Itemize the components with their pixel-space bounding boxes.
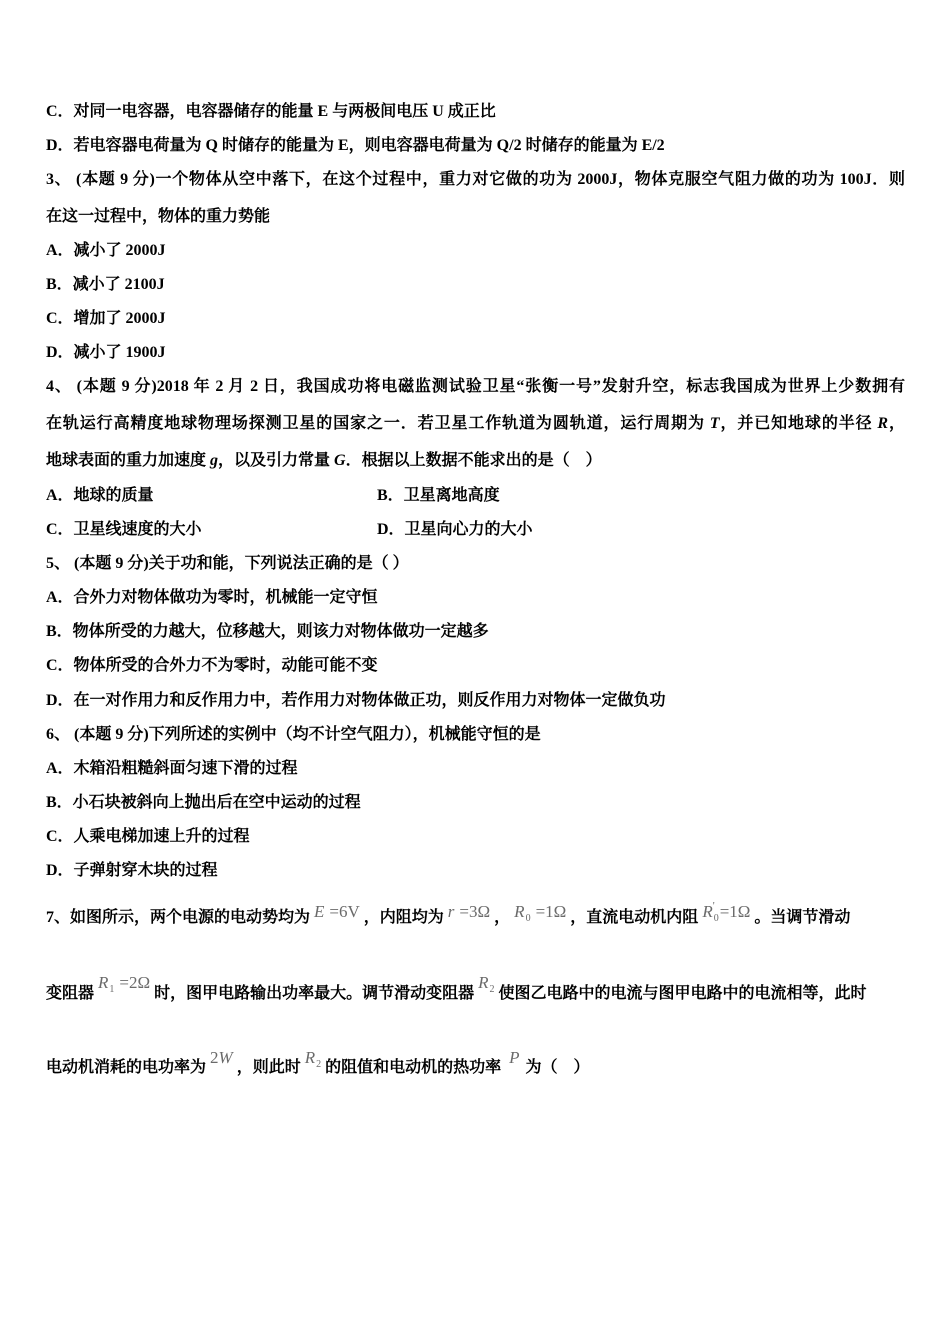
- q7-line-2-text-1: 变阻器: [46, 985, 95, 1002]
- q6-option-d: D．子弹射穿木块的过程: [46, 862, 218, 879]
- formula-internal-resistance-symbol: r: [447, 902, 455, 921]
- q6-option-c: C．人乘电梯加速上升的过程: [46, 828, 250, 845]
- q7-line-3-text-2: ，则此时: [236, 1059, 301, 1076]
- q7-line-1-text-1: 7、如图所示，两个电源的电动势均为: [46, 909, 311, 926]
- q7-stem-line-1: [46, 900, 851, 930]
- gravity-variable: g: [210, 452, 219, 469]
- q3-option-a: A．减小了 2000J: [46, 242, 166, 259]
- formula-heat-power: [509, 1048, 519, 1068]
- formula-r1-subscript: 1: [109, 984, 115, 995]
- q7-line-1-text-4: ，直流电动机内阻: [570, 909, 699, 926]
- q3-stem-line-1: 3、 (本题 9 分)一个物体从空中落下，在这个过程中，重力对它做的功为 2000J，物体克服空气阻力做的功为 100J．则: [46, 171, 905, 188]
- q7-line-2-text-2: 时，图甲电路输出功率最大。调节滑动变阻器: [154, 985, 475, 1002]
- q4-option-b: B．卫星离地高度: [377, 487, 500, 504]
- formula-r0-subscript: 0: [525, 913, 531, 924]
- q7-line-3-text-4: 为（ ）: [525, 1059, 590, 1076]
- q2-option-d: D．若电容器电荷量为 Q 时储存的能量为 E，则电容器电荷量为 Q/2 时储存的能量为 E/2: [46, 137, 665, 154]
- formula-emf: [314, 902, 360, 922]
- formula-r0-symbol: R: [514, 902, 525, 921]
- formula-motor-power-unit: W: [218, 1048, 233, 1067]
- formula-motor-power: [210, 1048, 233, 1068]
- q4-stem-line-2-text-3: ，: [888, 415, 905, 432]
- formula-motor-resistance-symbol: R: [702, 902, 713, 921]
- q4-option-d: D．卫星向心力的大小: [377, 521, 533, 538]
- formula-internal-resistance: [448, 902, 490, 922]
- q5-option-c: C．物体所受的合外力不为零时，动能可能不变: [46, 657, 378, 674]
- formula-r1-value: =2Ω: [119, 973, 151, 992]
- formula-motor-resistance: [702, 902, 750, 925]
- q7-line-1-text-2: ，内阻均为: [363, 909, 444, 926]
- q7-line-1-text-5: 。当调节滑动: [754, 909, 851, 926]
- formula-r0-value: =1Ω: [535, 902, 567, 921]
- q4-stem-line-3-text-3: ．根据以上数据不能求出的是（ ）: [345, 452, 602, 469]
- formula-r2-repeat-symbol: R: [304, 1048, 316, 1067]
- formula-motor-resistance-value: =1Ω: [719, 902, 751, 921]
- q5-stem: 5、 (本题 9 分)关于功和能，下列说法正确的是（ ）: [46, 555, 409, 572]
- formula-r2: [478, 973, 494, 996]
- formula-motor-power-number: 2: [210, 1048, 219, 1067]
- formula-r1: [98, 973, 150, 996]
- q4-stem-line-2-text-1: 在轨运行高精度地球物理场探测卫星的国家之一．若卫星工作轨道为圆轨道，运行周期为: [46, 415, 710, 432]
- q3-option-b: B．减小了 2100J: [46, 276, 165, 293]
- q3-option-d: D．减小了 1900J: [46, 344, 166, 361]
- q5-option-d: D．在一对作用力和反作用力中，若作用力对物体做正功，则反作用力对物体一定做负功: [46, 692, 666, 709]
- period-variable: T: [709, 415, 720, 432]
- formula-heat-power-symbol: P: [509, 1048, 520, 1067]
- formula-internal-resistance-value: =3Ω: [459, 902, 491, 921]
- formula-r2-repeat: [305, 1048, 321, 1071]
- q4-stem-line-2: [46, 414, 905, 434]
- q2-option-c: C．对同一电容器，电容器储存的能量 E 与两极间电压 U 成正比: [46, 103, 496, 120]
- q3-option-c: C．增加了 2000J: [46, 310, 166, 327]
- formula-r2-subscript: 2: [489, 984, 495, 995]
- formula-r2-symbol: R: [478, 973, 489, 992]
- q4-option-c: C．卫星线速度的大小: [46, 521, 202, 538]
- q6-option-a: A．木箱沿粗糙斜面匀速下滑的过程: [46, 760, 298, 777]
- q5-option-a: A．合外力对物体做功为零时，机械能一定守恒: [46, 589, 378, 606]
- q6-stem: 6、 (本题 9 分)下列所述的实例中（均不计空气阻力），机械能守恒的是: [46, 726, 541, 743]
- formula-emf-symbol: E: [314, 902, 325, 921]
- formula-motor-resistance-prime: ': [712, 900, 715, 912]
- q7-line-3-text-1: 电动机消耗的电功率为: [46, 1059, 207, 1076]
- formula-motor-resistance-subscript: 0: [713, 913, 719, 924]
- radius-variable: R: [877, 415, 889, 432]
- q4-stem-line-3-text-1: 地球表面的重力加速度: [46, 452, 211, 469]
- q4-stem-line-3-text-2: ，以及引力常量: [218, 452, 335, 469]
- q7-line-3-text-3: 的阻值和电动机的热功率: [325, 1059, 502, 1076]
- formula-r1-symbol: R: [98, 973, 109, 992]
- q4-stem-line-2-text-2: ，并已知地球的半径: [719, 415, 878, 432]
- q7-line-1-text-3: ，: [494, 909, 511, 926]
- gravitational-constant-variable: G: [334, 452, 346, 469]
- q4-stem-line-3: [46, 451, 602, 471]
- q6-option-b: B．小石块被斜向上抛出后在空中运动的过程: [46, 794, 361, 811]
- formula-r2-repeat-subscript: 2: [316, 1059, 322, 1070]
- q4-stem-line-1: 4、 (本题 9 分)2018 年 2 月 2 日，我国成功将电磁监测试验卫星“张衡一号”发射升空，标志我国成为世界上少数拥有: [46, 378, 905, 395]
- q5-option-b: B．物体所受的力越大，位移越大，则该力对物体做功一定越多: [46, 623, 489, 640]
- formula-r0: [514, 902, 566, 925]
- q7-line-2-text-3: 使图乙电路中的电流与图甲电路中的电流相等，此时: [498, 985, 867, 1002]
- q4-option-a: A．地球的质量: [46, 487, 154, 504]
- q7-stem-line-3: [46, 1048, 590, 1080]
- formula-emf-value: =6V: [329, 902, 360, 921]
- q3-stem-line-2: 在这一过程中，物体的重力势能: [46, 208, 271, 225]
